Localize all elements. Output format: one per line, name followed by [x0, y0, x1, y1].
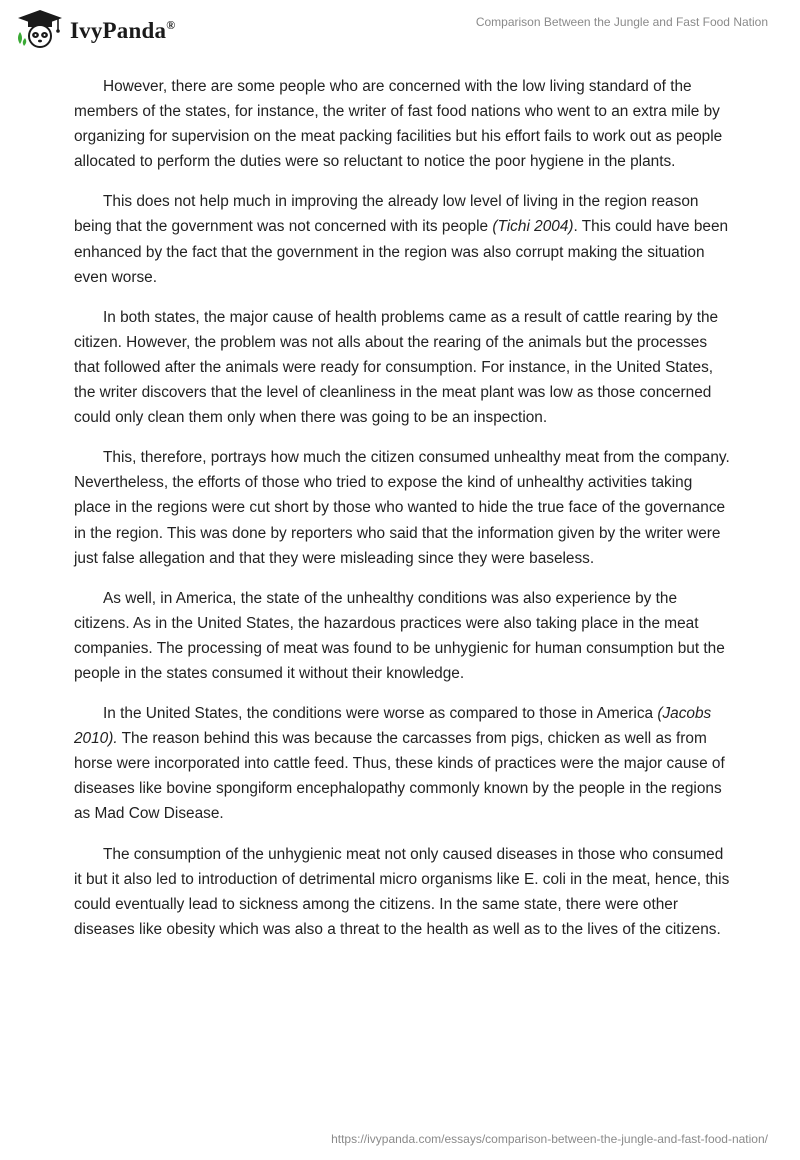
paragraph-text: The consumption of the unhygienic meat not only caused diseases in those who consumed it but it also led to introduction of detrimental micro organisms like E. coli in the meat, hence, this could eventually lead to sickness among the citizens. In the same state, there were other diseases like obesity which was also a threat to the health as well as to the lives of the citizens. [74, 845, 730, 938]
paragraph-text: . This could have been enhanced by the fact that the government in the region was also corrupt making the situation even worse. [74, 218, 729, 286]
citation: (Tichi 2004) [492, 218, 574, 236]
paragraph-text: As well, in America, the state of the unhealthy conditions was also experience by the citizens. As in the United States, the hazardous practices were also taking place in the meat companies. The processing of meat was found to be unhygienic for human consumption but the people in the states consumed it without their knowledge. [74, 589, 725, 682]
essay-paragraph [74, 305, 730, 430]
essay-paragraph [74, 74, 730, 174]
paragraph-text: The reason behind this was because the carcasses from pigs, chicken as well as from horse were incorporated into cattle feed. Thus, these kinds of practices were the major cause of diseases like bovine spongiform encephalopathy commonly known by the people in the regions as Mad Cow Disease. [74, 730, 725, 823]
paragraph-text: In both states, the major cause of health problems came as a result of cattle rearing by the citizen. However, the problem was not alls about the rearing of the animals but the processes that followed after the animals were ready for consumption. For instance, in the United States, the writer discovers that the level of cleanliness in the meat plant was low as those concerned could only clean them only when there was going to be an inspection. [74, 308, 719, 427]
panda-logo-icon [14, 8, 66, 48]
essay-paragraph [74, 586, 730, 686]
document-title: Comparison Between the Jungle and Fast Food Nation [475, 15, 768, 29]
essay-body [74, 74, 730, 957]
source-url[interactable]: https://ivypanda.com/essays/comparison-between-the-jungle-and-fast-food-nation/ [331, 1132, 768, 1146]
registered-mark: ® [166, 18, 176, 32]
essay-paragraph [74, 445, 730, 570]
logo-wordmark: IvyPanda® [70, 18, 176, 43]
citation: (Jacobs 2010). [74, 705, 712, 748]
paragraph-text: However, there are some people who are concerned with the low living standard of the members of the states, for instance, the writer of fast food nations who went to an extra mile by organizing for supervision on the meat packing facilities but his effort fails to work out as people allocated to perform the duties were so reluctant to notice the poor hygiene in the plants. [74, 78, 723, 171]
paragraph-text: In the United States, the conditions were worse as compared to those in America [103, 705, 658, 723]
essay-paragraph [74, 842, 730, 942]
page-header [0, 0, 800, 64]
ivypanda-logo[interactable] [14, 8, 175, 48]
essay-paragraph [74, 701, 730, 826]
paragraph-text: This does not help much in improving the already low level of living in the region reason being that the government was not concerned with its people [74, 193, 699, 236]
paragraph-text: This, therefore, portrays how much the citizen consumed unhealthy meat from the company. Nevertheless, the efforts of those who tried to expose the kind of unhealthy activities taking place in the regions were cut short by those who wanted to hide the true face of the governance in the region. This was done by reporters who said that the information given by the writer were just false allegation and that they were misleading since they were baseless. [74, 449, 730, 567]
essay-paragraph [74, 189, 730, 289]
